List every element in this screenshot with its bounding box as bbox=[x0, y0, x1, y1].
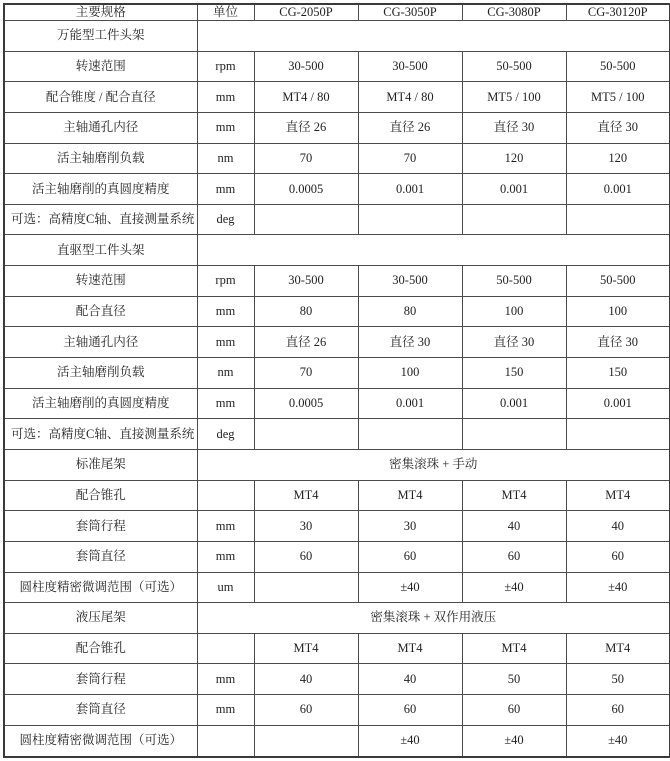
section-span-cell bbox=[197, 21, 670, 52]
spec-label-cell: 配合锥孔 bbox=[4, 480, 197, 511]
value-cell: 50-500 bbox=[462, 266, 566, 297]
section-span-cell: 密集滚珠 + 双作用液压 bbox=[197, 603, 670, 634]
table-row bbox=[4, 358, 670, 389]
value-cell: MT5 / 100 bbox=[462, 82, 566, 113]
value-cell: 0.001 bbox=[358, 388, 462, 419]
value-cell: 60 bbox=[358, 541, 462, 572]
value-cell: ±40 bbox=[566, 572, 670, 603]
value-cell: 30 bbox=[358, 511, 462, 542]
value-cell: 30-500 bbox=[358, 51, 462, 82]
section-row bbox=[4, 449, 670, 480]
value-cell: 直径 30 bbox=[462, 112, 566, 143]
spec-label-cell: 可选：高精度C轴、直接测量系统 bbox=[4, 204, 197, 235]
unit-cell: mm bbox=[197, 388, 254, 419]
table-row bbox=[4, 388, 670, 419]
unit-cell: mm bbox=[197, 296, 254, 327]
value-cell: 40 bbox=[462, 511, 566, 542]
unit-cell: deg bbox=[197, 204, 254, 235]
unit-cell bbox=[197, 480, 254, 511]
value-cell: 30-500 bbox=[358, 266, 462, 297]
value-cell: 60 bbox=[566, 541, 670, 572]
table-row bbox=[4, 480, 670, 511]
value-cell: 70 bbox=[254, 143, 358, 174]
header-cell-unit: 单位 bbox=[197, 4, 254, 21]
section-span-cell bbox=[197, 235, 670, 266]
unit-cell: mm bbox=[197, 174, 254, 205]
table-header-row bbox=[4, 4, 670, 21]
value-cell: 直径 26 bbox=[254, 327, 358, 358]
value-cell: ±40 bbox=[462, 572, 566, 603]
spec-label-cell: 直驱型工件头架 bbox=[4, 235, 197, 266]
value-cell: 60 bbox=[462, 541, 566, 572]
table-row bbox=[4, 541, 670, 572]
value-cell: ±40 bbox=[566, 725, 670, 757]
value-cell: 30-500 bbox=[254, 51, 358, 82]
table-row bbox=[4, 82, 670, 113]
unit-cell bbox=[197, 725, 254, 757]
unit-cell: mm bbox=[197, 664, 254, 695]
value-cell: 0.001 bbox=[462, 388, 566, 419]
value-cell: 30-500 bbox=[254, 266, 358, 297]
spec-label-cell: 转速范围 bbox=[4, 266, 197, 297]
value-cell: MT4 / 80 bbox=[358, 82, 462, 113]
unit-cell: rpm bbox=[197, 51, 254, 82]
unit-cell: nm bbox=[197, 143, 254, 174]
value-cell bbox=[358, 204, 462, 235]
unit-cell: mm bbox=[197, 541, 254, 572]
spec-label-cell: 液压尾架 bbox=[4, 603, 197, 634]
value-cell: 直径 30 bbox=[358, 327, 462, 358]
table-row bbox=[4, 664, 670, 695]
value-cell: MT4 / 80 bbox=[254, 82, 358, 113]
value-cell: 直径 30 bbox=[566, 112, 670, 143]
spec-label-cell: 套筒直径 bbox=[4, 541, 197, 572]
spec-label-cell: 主轴通孔内径 bbox=[4, 112, 197, 143]
value-cell: ±40 bbox=[358, 725, 462, 757]
spec-label-cell: 转速范围 bbox=[4, 51, 197, 82]
value-cell: 0.0005 bbox=[254, 388, 358, 419]
table-row bbox=[4, 174, 670, 205]
value-cell bbox=[358, 419, 462, 450]
value-cell: 40 bbox=[566, 511, 670, 542]
table-row bbox=[4, 695, 670, 726]
value-cell: MT4 bbox=[358, 480, 462, 511]
value-cell: MT4 bbox=[566, 480, 670, 511]
value-cell: 60 bbox=[566, 695, 670, 726]
unit-cell bbox=[197, 633, 254, 664]
table-row bbox=[4, 204, 670, 235]
spec-label-cell: 万能型工件头架 bbox=[4, 21, 197, 52]
value-cell bbox=[566, 419, 670, 450]
value-cell: 100 bbox=[462, 296, 566, 327]
spec-label-cell: 套筒直径 bbox=[4, 695, 197, 726]
table-row bbox=[4, 572, 670, 603]
value-cell: 150 bbox=[462, 358, 566, 389]
unit-cell: um bbox=[197, 572, 254, 603]
spec-table bbox=[3, 3, 670, 758]
header-cell-model: CG-30120P bbox=[566, 4, 670, 21]
table-row bbox=[4, 51, 670, 82]
value-cell: ±40 bbox=[358, 572, 462, 603]
header-cell-model: CG-2050P bbox=[254, 4, 358, 21]
spec-label-cell: 套筒行程 bbox=[4, 511, 197, 542]
value-cell bbox=[462, 204, 566, 235]
unit-cell: nm bbox=[197, 358, 254, 389]
unit-cell: mm bbox=[197, 511, 254, 542]
spec-label-cell: 圆柱度精密微调范围（可选） bbox=[4, 572, 197, 603]
value-cell: 50-500 bbox=[566, 266, 670, 297]
spec-label-cell: 套筒行程 bbox=[4, 664, 197, 695]
value-cell: 40 bbox=[358, 664, 462, 695]
spec-label-cell: 活主轴磨削的真圆度精度 bbox=[4, 174, 197, 205]
value-cell: 120 bbox=[566, 143, 670, 174]
spec-label-cell: 配合直径 bbox=[4, 296, 197, 327]
table-row bbox=[4, 419, 670, 450]
unit-cell: mm bbox=[197, 82, 254, 113]
value-cell: MT5 / 100 bbox=[566, 82, 670, 113]
spec-label-cell: 活主轴磨削负载 bbox=[4, 143, 197, 174]
value-cell: 60 bbox=[358, 695, 462, 726]
table-row bbox=[4, 112, 670, 143]
table-row bbox=[4, 633, 670, 664]
header-cell-spec: 主要规格 bbox=[4, 4, 197, 21]
value-cell: 70 bbox=[254, 358, 358, 389]
unit-cell: deg bbox=[197, 419, 254, 450]
value-cell: 直径 30 bbox=[566, 327, 670, 358]
value-cell: MT4 bbox=[462, 633, 566, 664]
value-cell: 60 bbox=[462, 695, 566, 726]
value-cell: MT4 bbox=[566, 633, 670, 664]
value-cell: 70 bbox=[358, 143, 462, 174]
value-cell: 50 bbox=[566, 664, 670, 695]
section-row bbox=[4, 235, 670, 266]
value-cell: 60 bbox=[254, 695, 358, 726]
spec-label-cell: 圆柱度精密微调范围（可选） bbox=[4, 725, 197, 757]
value-cell: 0.001 bbox=[358, 174, 462, 205]
value-cell: 0.0005 bbox=[254, 174, 358, 205]
unit-cell: mm bbox=[197, 327, 254, 358]
table-row bbox=[4, 511, 670, 542]
spec-label-cell: 配合锥孔 bbox=[4, 633, 197, 664]
value-cell: 0.001 bbox=[566, 174, 670, 205]
header-cell-model: CG-3080P bbox=[462, 4, 566, 21]
value-cell: 50 bbox=[462, 664, 566, 695]
table-row bbox=[4, 296, 670, 327]
value-cell: MT4 bbox=[254, 633, 358, 664]
value-cell bbox=[254, 572, 358, 603]
value-cell: 80 bbox=[358, 296, 462, 327]
value-cell: 150 bbox=[566, 358, 670, 389]
header-cell-model: CG-3050P bbox=[358, 4, 462, 21]
value-cell: 40 bbox=[254, 664, 358, 695]
value-cell: 30 bbox=[254, 511, 358, 542]
spec-label-cell: 主轴通孔内径 bbox=[4, 327, 197, 358]
value-cell bbox=[462, 419, 566, 450]
section-span-cell: 密集滚珠 + 手动 bbox=[197, 449, 670, 480]
table-row bbox=[4, 266, 670, 297]
section-row bbox=[4, 603, 670, 634]
value-cell bbox=[254, 725, 358, 757]
value-cell: MT4 bbox=[358, 633, 462, 664]
value-cell: 直径 26 bbox=[358, 112, 462, 143]
spec-label-cell: 配合锥度 / 配合直径 bbox=[4, 82, 197, 113]
value-cell: 100 bbox=[566, 296, 670, 327]
value-cell: MT4 bbox=[462, 480, 566, 511]
value-cell: ±40 bbox=[462, 725, 566, 757]
value-cell: 100 bbox=[358, 358, 462, 389]
spec-label-cell: 标准尾架 bbox=[4, 449, 197, 480]
table-row bbox=[4, 327, 670, 358]
section-row bbox=[4, 21, 670, 52]
value-cell: 50-500 bbox=[566, 51, 670, 82]
value-cell bbox=[566, 204, 670, 235]
spec-label-cell: 可选：高精度C轴、直接测量系统 bbox=[4, 419, 197, 450]
value-cell: 直径 30 bbox=[462, 327, 566, 358]
value-cell: MT4 bbox=[254, 480, 358, 511]
unit-cell: mm bbox=[197, 112, 254, 143]
value-cell: 60 bbox=[254, 541, 358, 572]
unit-cell: mm bbox=[197, 695, 254, 726]
unit-cell: rpm bbox=[197, 266, 254, 297]
spec-label-cell: 活主轴磨削的真圆度精度 bbox=[4, 388, 197, 419]
value-cell bbox=[254, 204, 358, 235]
spec-table-body bbox=[4, 21, 670, 758]
table-row bbox=[4, 725, 670, 757]
table-row bbox=[4, 143, 670, 174]
value-cell: 120 bbox=[462, 143, 566, 174]
value-cell bbox=[254, 419, 358, 450]
spec-label-cell: 活主轴磨削负载 bbox=[4, 358, 197, 389]
value-cell: 80 bbox=[254, 296, 358, 327]
value-cell: 50-500 bbox=[462, 51, 566, 82]
value-cell: 0.001 bbox=[462, 174, 566, 205]
value-cell: 0.001 bbox=[566, 388, 670, 419]
value-cell: 直径 26 bbox=[254, 112, 358, 143]
